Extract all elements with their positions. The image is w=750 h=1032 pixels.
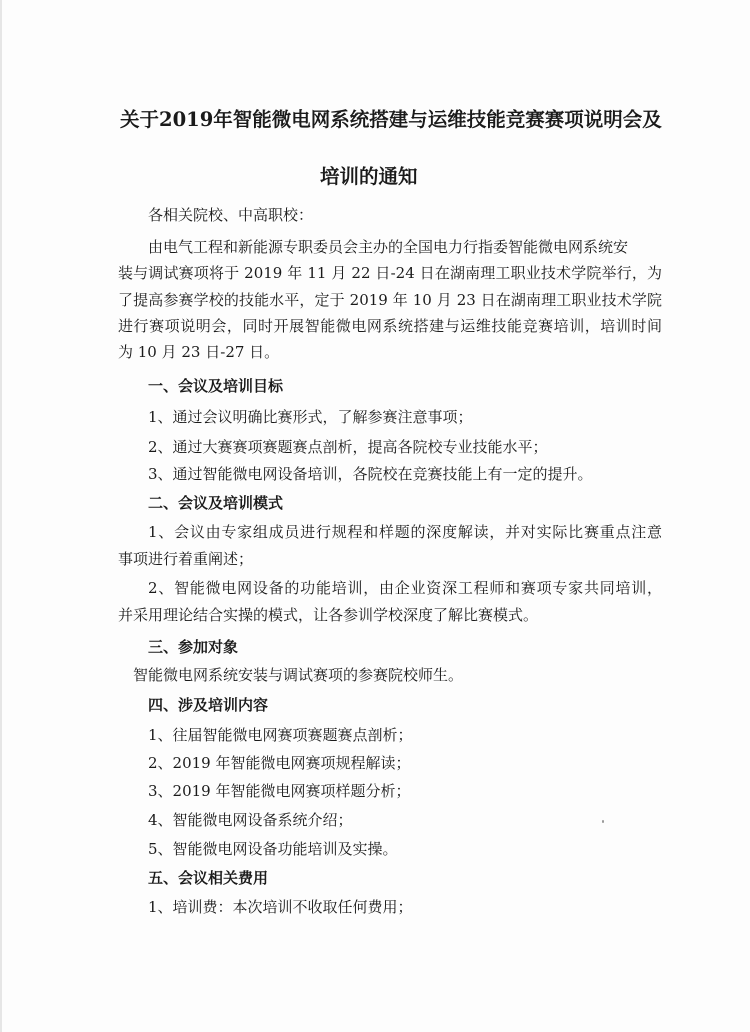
section-4-heading: 四、涉及培训内容 [148,696,269,714]
section-5-item-1: 1、培训费：本次培训不收取任何费用； [148,898,413,916]
intro-line-5: 为 10 月 23 日-27 日。 [118,343,280,361]
salutation: 各相关院校、中高职校： [148,206,314,224]
section-4-item-4: 4、智能微电网设备系统介绍； [148,811,353,829]
document-title-line-1: 关于2019年智能微电网系统搭建与运维技能竞赛赛项说明会及 [120,108,662,131]
document-title-line-2: 培训的通知 [320,165,418,188]
section-4-item-3: 3、2019 年智能微电网赛项样题分析； [148,782,411,800]
section-3-text: 智能微电网系统安装与调试赛项的参赛院校师生。 [133,666,464,684]
section-2-item-1a: 1、会议由专家组成员进行规程和样题的深度解读，并对实际比赛重点注意 [148,523,662,541]
section-4-item-5: 5、智能微电网设备功能培训及实操。 [148,840,398,858]
section-1-item-2: 2、通过大赛赛项赛题赛点剖析，提高各院校专业技能水平； [148,438,548,456]
intro-line-4: 进行赛项说明会，同时开展智能微电网系统搭建与运维技能竞赛培训，培训时间 [118,317,662,335]
intro-line-2: 装与调试赛项将于 2019 年 11 月 22 日-24 日在湖南理工职业技术学院举行，为 [118,264,662,282]
section-2-item-2a: 2、智能微电网设备的功能培训，由企业资深工程师和赛项专家共同培训， [148,579,662,597]
section-4-item-2: 2、2019 年智能微电网赛项规程解读； [148,754,411,772]
section-4-item-1: 1、往届智能微电网赛项赛题赛点剖析； [148,726,413,744]
section-1-item-1: 1、通过会议明确比赛形式，了解参赛注意事项； [148,408,473,426]
section-1-heading: 一、会议及培训目标 [148,377,284,395]
section-3-heading: 三、参加对象 [148,638,239,656]
intro-line-3: 了提高参赛学校的技能水平，定于 2019 年 10 月 23 日在湖南理工职业技术学院 [118,291,662,309]
section-2-item-2b: 并采用理论结合实操的模式，让各参训学校深度了解比赛模式。 [118,606,539,624]
section-2-item-1b: 事项进行着重阐述； [118,550,254,568]
section-2-heading: 二、会议及培训模式 [148,494,284,512]
scan-speck [602,820,604,823]
scan-edge [0,0,2,1032]
intro-line-1: 由电气工程和新能源专职委员会主办的全国电力行指委智能微电网系统安 [148,238,629,256]
section-5-heading: 五、会议相关费用 [148,869,269,887]
section-1-item-3: 3、通过智能微电网设备培训，各院校在竞赛技能上有一定的提升。 [148,465,593,483]
